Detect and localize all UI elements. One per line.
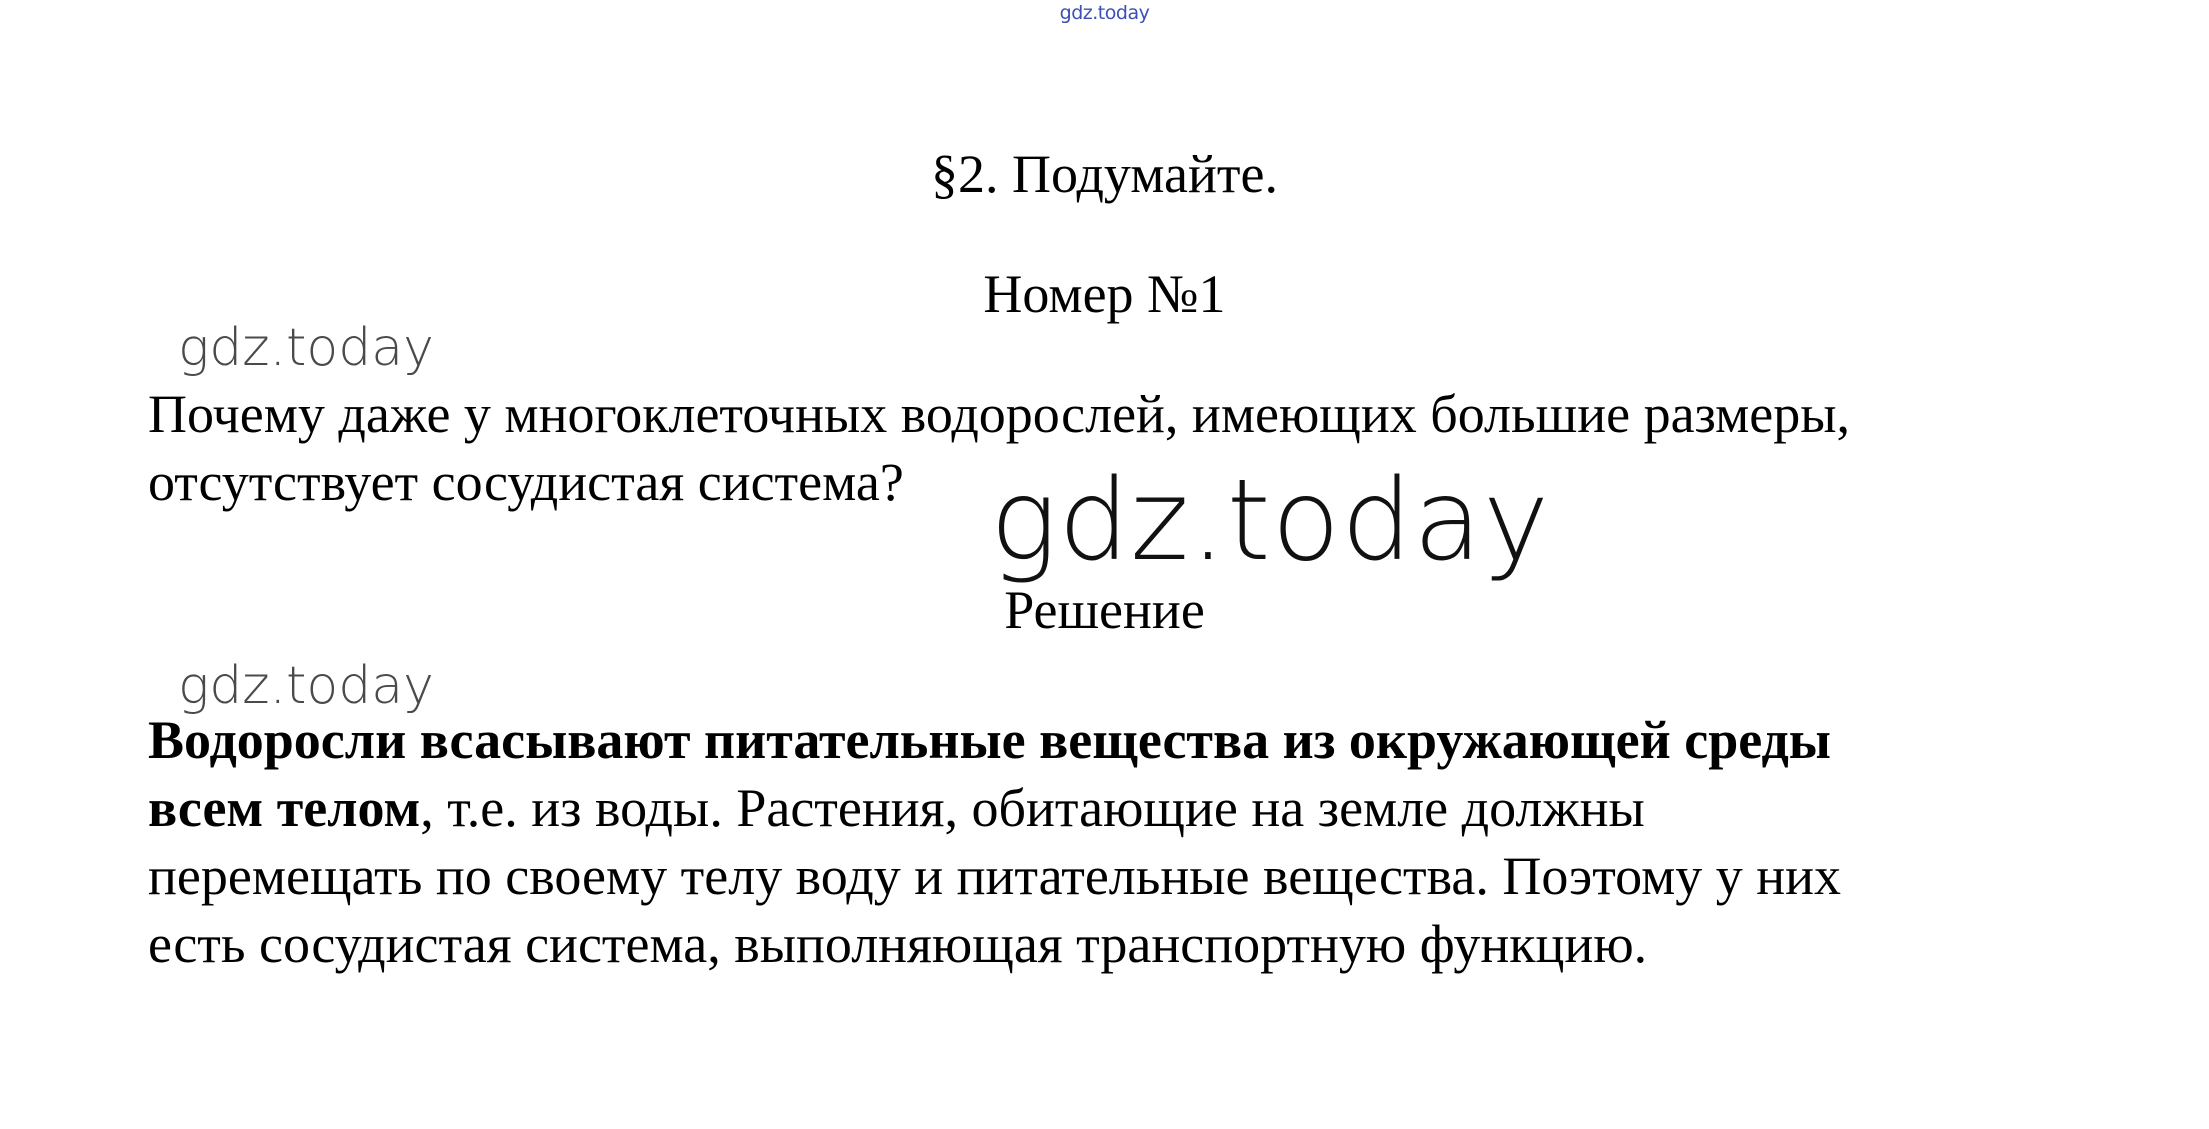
- watermark-left-lower: gdz.today: [178, 656, 434, 716]
- answer-line: есть сосудистая система, выполняющая транспортную функцию.: [148, 914, 1648, 974]
- number-title: Номер №1: [983, 264, 1226, 324]
- answer-text: [148, 706, 2108, 978]
- watermark-top: gdz.today: [1059, 2, 1150, 24]
- section-title: §2. Подумайте.: [931, 144, 1278, 204]
- answer-line: перемещать по своему телу воду и питательные вещества. Поэтому у них: [148, 846, 1842, 906]
- answer-line-rest: , т.е. из воды. Растения, обитающие на земле должны: [420, 778, 1645, 838]
- solution-label: Решение: [1004, 580, 1205, 640]
- question-line: отсутствует сосудистая система?: [148, 452, 904, 512]
- question-line: Почему даже у многоклеточных водорослей, имеющих большие размеры,: [148, 384, 1851, 444]
- answer-bold-phrase: всем телом: [148, 778, 421, 838]
- answer-line: [148, 774, 2108, 842]
- answer-line: Водоросли всасывают питательные вещества из окружающей среды: [148, 710, 1831, 770]
- watermark-left-upper: gdz.today: [178, 318, 434, 378]
- watermark-center: gdz.today: [990, 456, 1551, 586]
